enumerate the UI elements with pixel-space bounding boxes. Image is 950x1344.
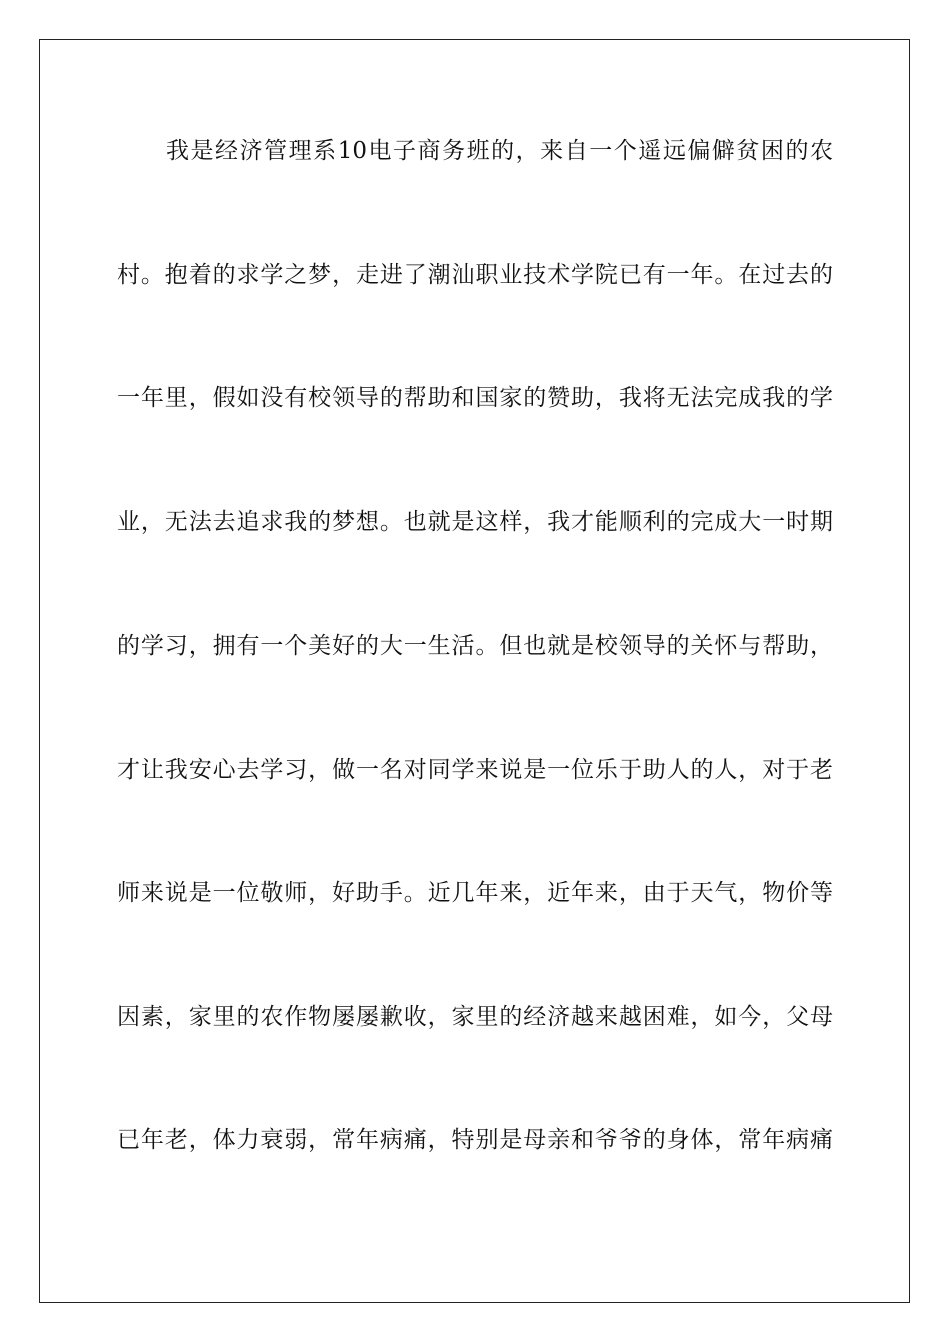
page-frame	[39, 39, 910, 1303]
paragraph-line-7: 师来说是一位敬师，好助手。近几年来，近年来，由于天气，物价等	[117, 880, 833, 906]
paragraph-line-4: 业，无法去追求我的梦想。也就是这样，我才能顺利的完成大一时期	[117, 509, 833, 535]
paragraph-line-9: 已年老，体力衰弱，常年病痛，特别是母亲和爷爷的身体，常年病痛	[117, 1127, 833, 1153]
paragraph-line-3: 一年里，假如没有校领导的帮助和国家的赞助，我将无法完成我的学	[117, 385, 833, 411]
paragraph-line-1: 我是经济管理系10电子商务班的，来自一个遥远偏僻贫困的农	[166, 138, 833, 164]
paragraph-line-6: 才让我安心去学习，做一名对同学来说是一位乐于助人的人，对于老	[117, 757, 833, 783]
paragraph-line-8: 因素，家里的农作物屡屡歉收，家里的经济越来越困难，如今，父母	[117, 1004, 833, 1030]
paragraph-line-5: 的学习，拥有一个美好的大一生活。但也就是校领导的关怀与帮助，	[117, 633, 833, 659]
paragraph-line-2: 村。抱着的求学之梦，走进了潮汕职业技术学院已有一年。在过去的	[117, 262, 833, 288]
